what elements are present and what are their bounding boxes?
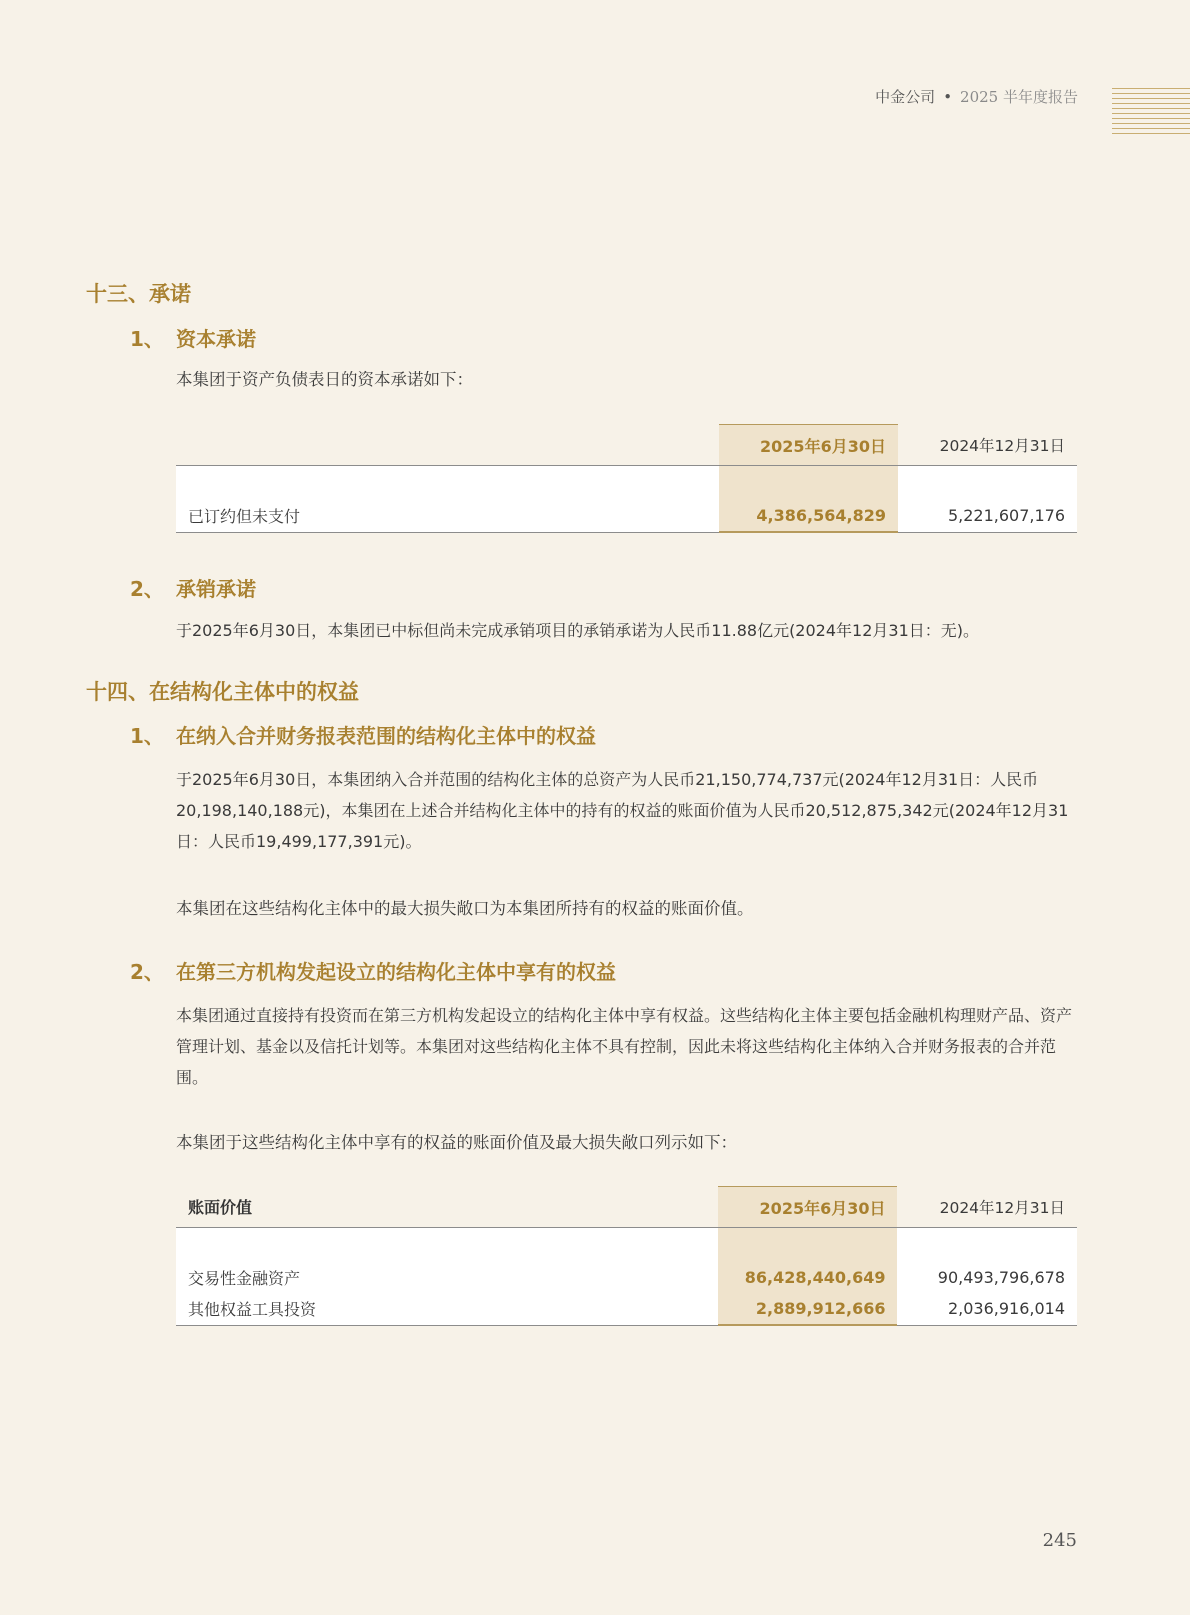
table-header-current: 2025年6月30日 xyxy=(719,425,898,466)
table-header-row xyxy=(176,425,1077,466)
row-label: 其他权益工具投资 xyxy=(176,1293,718,1325)
row-current-value: 2,889,912,666 xyxy=(718,1293,897,1325)
table-header-current: 2025年6月30日 xyxy=(718,1187,897,1228)
header-separator: • xyxy=(943,88,953,106)
carrying-value-table xyxy=(176,1186,1077,1326)
row-prior-value: 2,036,916,014 xyxy=(897,1293,1077,1325)
page-header xyxy=(875,86,1078,107)
table-spacer-row xyxy=(176,1228,1077,1263)
section-14-2-title: 在第三方机构发起设立的结构化主体中享有的权益 xyxy=(176,960,616,984)
section-13-1-heading xyxy=(130,323,256,352)
table-header-label: 账面价值 xyxy=(176,1187,718,1228)
max-loss-exposure-paragraph: 本集团在这些结构化主体中的最大损失敞口为本集团所持有的权益的账面价值。 xyxy=(176,899,754,918)
capital-commitment-intro: 本集团于资产负债表日的资本承诺如下： xyxy=(176,370,473,389)
table-spacer-row xyxy=(176,466,1077,501)
section-14-1-title: 在纳入合并财务报表范围的结构化主体中的权益 xyxy=(176,724,596,748)
section-13-2-title: 承销承诺 xyxy=(176,577,256,601)
section-14-1-heading xyxy=(130,720,596,749)
table-header-row xyxy=(176,1187,1077,1228)
row-label: 交易性金融资产 xyxy=(176,1262,718,1293)
row-current-value: 86,428,440,649 xyxy=(718,1262,897,1293)
section-14-2-number: 2、 xyxy=(130,960,164,984)
report-title: 2025 半年度报告 xyxy=(960,88,1078,106)
third-party-entities-paragraph: 本集团通过直接持有投资而在第三方机构发起设立的结构化主体中享有权益。这些结构化主体主要包括金融机构理财产品、资产管理计划、基金以及信托计划等。本集团对这些结构化主体不具有控制，因此未将这些结构化主体纳入合并财务报表的合并范围。 xyxy=(176,1006,1073,1087)
section-13-title: 十三、承诺 xyxy=(86,282,191,306)
section-14-title: 十四、在结构化主体中的权益 xyxy=(86,680,359,704)
section-14-2-heading xyxy=(130,956,616,985)
underwriting-commitment-text: 于2025年6月30日，本集团已中标但尚未完成承销项目的承销承诺为人民币11.88亿元(2024年12月31日：无)。 xyxy=(176,621,979,640)
table-row xyxy=(176,1293,1077,1325)
consolidated-entities-paragraph: 于2025年6月30日，本集团纳入合并范围的结构化主体的总资产为人民币21,150,774,737元(2024年12月31日：人民币20,198,140,188元)，本集团在上述合并结构化主体中的持有的权益的账面价值为人民币20,512,875,342元(2024年12月31日：人民币19,499,177,391元)。 xyxy=(176,770,1069,851)
section-13-1-number: 1、 xyxy=(130,327,164,351)
table-header-label xyxy=(176,425,719,466)
table-header-prior: 2024年12月31日 xyxy=(898,425,1077,466)
row-current-value: 4,386,564,829 xyxy=(719,500,898,532)
capital-commitment-table xyxy=(176,424,1077,533)
table-header-prior: 2024年12月31日 xyxy=(897,1187,1077,1228)
section-13-1-title: 资本承诺 xyxy=(176,327,256,351)
section-13-2-number: 2、 xyxy=(130,577,164,601)
section-14-1-number: 1、 xyxy=(130,724,164,748)
row-prior-value: 90,493,796,678 xyxy=(897,1262,1077,1293)
row-label: 已订约但未支付 xyxy=(176,500,719,532)
page-number: 245 xyxy=(1042,1530,1077,1551)
table-row xyxy=(176,500,1077,532)
table-row xyxy=(176,1262,1077,1293)
company-name: 中金公司 xyxy=(875,88,936,106)
section-13-2-heading xyxy=(130,573,256,602)
decorative-stripes xyxy=(1112,88,1190,136)
carrying-value-intro: 本集团于这些结构化主体中享有的权益的账面价值及最大损失敞口列示如下： xyxy=(176,1133,737,1152)
row-prior-value: 5,221,607,176 xyxy=(898,500,1077,532)
